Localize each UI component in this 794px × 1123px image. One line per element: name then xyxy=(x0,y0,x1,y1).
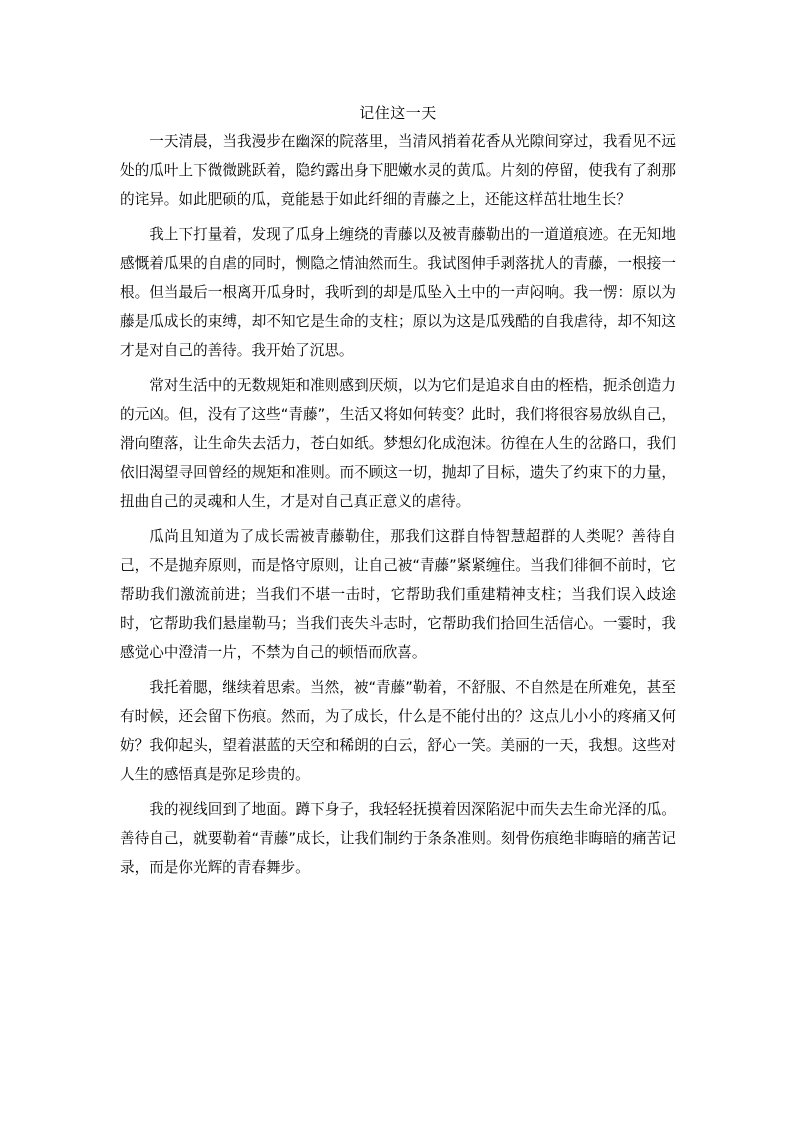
paragraph-3: 常对生活中的无数规矩和准则感到厌烦，以为它们是追求自由的桎梏，扼杀创造力的元凶。但，没有了这些“青藤”，生活又将如何转变？此时，我们将很容易放纵自己，滑向堕落，让生命失去活力，苍白如纸。梦想幻化成泡沫。彷徨在人生的岔路口，我们依旧渴望寻回曾经的规矩和准则。而不顾这一切，抛却了目标，遗失了约束下的力量，扭曲自己的灵魂和人生，才是对自己真正意义的虐待。 xyxy=(120,377,676,510)
paragraph-1: 一天清晨，当我漫步在幽深的院落里，当清风捎着花香从光隙间穿过，我看见不远处的瓜叶上下微微跳跃着，隐约露出身下肥嫩水灵的黄瓜。片刻的停留，使我有了刹那的诧异。如此肥硕的瓜，竟能悬于如此纤细的青藤之上，还能这样茁壮地生长？ xyxy=(120,133,676,208)
document-page xyxy=(120,101,676,888)
essay-title: 记住这一天 xyxy=(359,104,437,122)
paragraph-5: 我托着腮，继续着思索。当然，被“青藤”勒着，不舒服、不自然是在所难免，甚至有时候，还会留下伤痕。然而，为了成长，什么是不能付出的？这点儿小小的疼痛又何妨？我仰起头，望着湛蓝的天空和稀朗的白云，舒心一笑。美丽的一天，我想。这些对人生的感悟真是弥足珍贵的。 xyxy=(120,679,676,783)
paragraph-4: 瓜尚且知道为了成长需被青藤勒住，那我们这群自恃智慧超群的人类呢？善待自己，不是抛弃原则，而是恪守原则，让自己被“青藤”紧紧缠住。当我们徘徊不前时，它帮助我们激流前进；当我们不堪一击时，它帮助我们重建精神支柱；当我们误入歧途时，它帮助我们悬崖勒马；当我们丧失斗志时，它帮助我们拾回生活信心。一霎时，我感觉心中澄清一片，不禁为自己的顿悟而欣喜。 xyxy=(120,528,676,661)
paragraph-2: 我上下打量着，发现了瓜身上缠绕的青藤以及被青藤勒出的一道道痕迹。在无知地感慨着瓜果的自虐的同时，恻隐之情油然而生。我试图伸手剥落扰人的青藤，一根接一根。但当最后一根离开瓜身时，我听到的却是瓜坠入土中的一声闷响。我一愣：原以为藤是瓜成长的束缚，却不知它是生命的支柱；原以为这是瓜残酷的自我虐待，却不知这才是对自己的善待。我开始了沉思。 xyxy=(120,226,676,359)
paragraph-6: 我的视线回到了地面。蹲下身子，我轻轻抚摸着因深陷泥中而失去生命光泽的瓜。善待自己，就要勒着“青藤”成长，让我们制约于条条准则。刻骨伤痕绝非晦暗的痛苦记录，而是你光辉的青春舞步。 xyxy=(120,801,676,876)
